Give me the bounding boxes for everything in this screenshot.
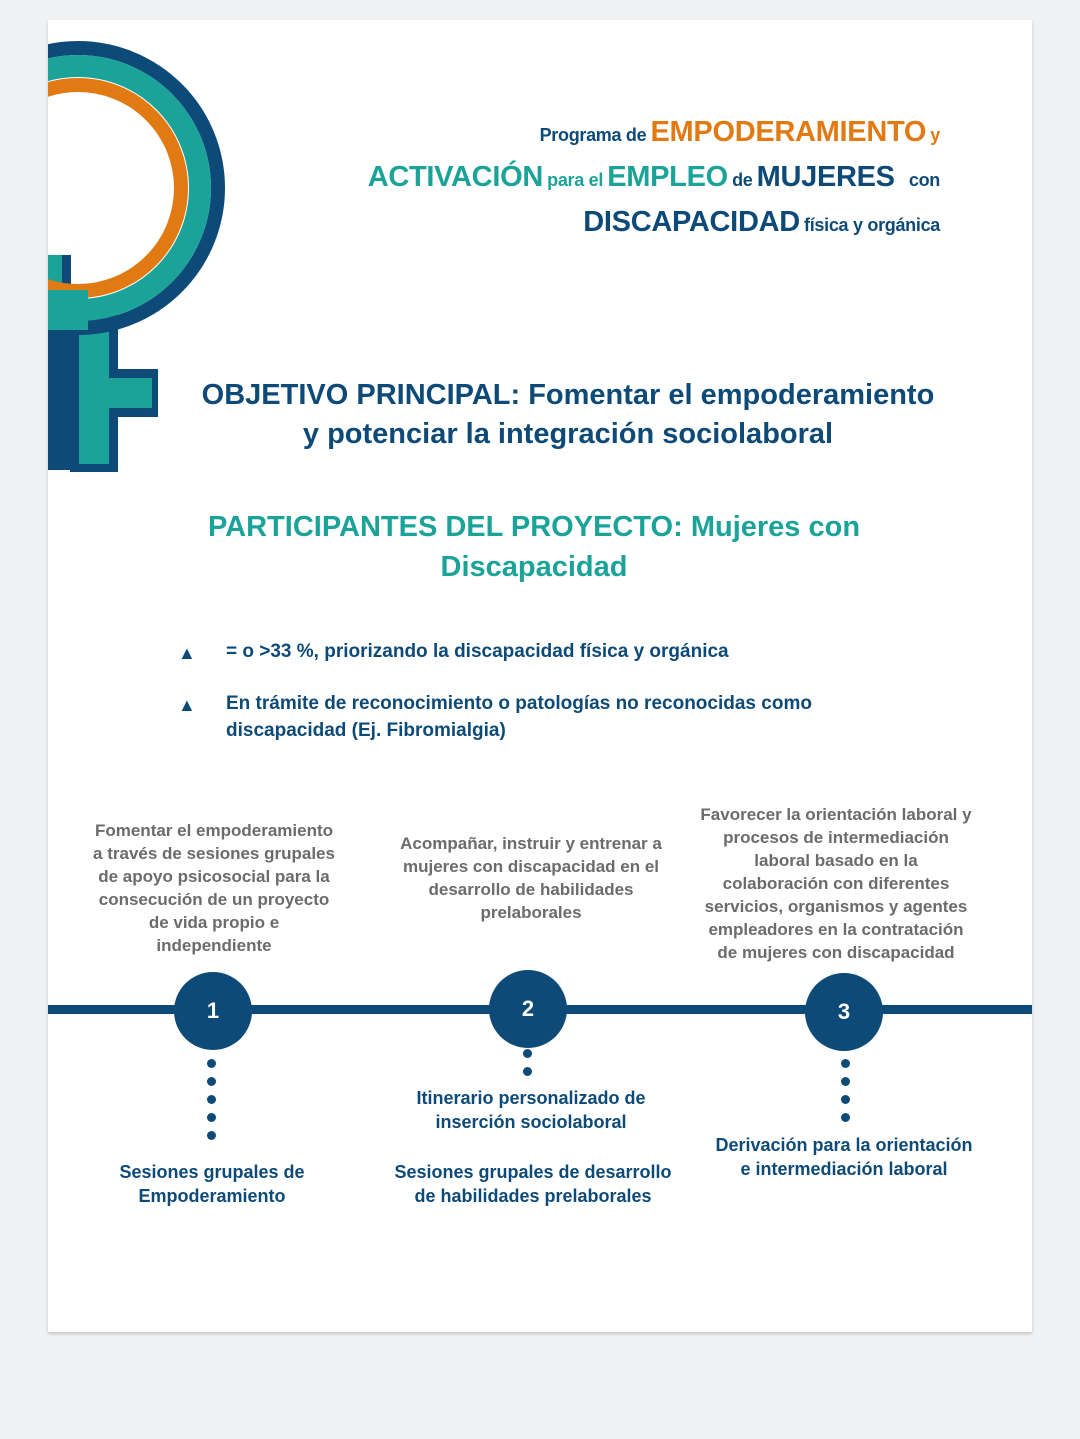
list-item-text: = o >33 %, priorizando la discapacidad física y orgánica <box>226 641 729 662</box>
step-1-marker: 1 <box>174 972 252 1050</box>
timeline-dot <box>207 1059 216 1068</box>
timeline-dot <box>207 1131 216 1140</box>
participants-heading: PARTICIPANTES DEL PROYECTO: Mujeres con Discapacidad <box>207 511 861 583</box>
program-title-line-1 <box>300 112 940 157</box>
step-3-description: Favorecer la orientación laboral y procesos de intermediación laboral basado en la colaboración con diferentes servicios, organismos y agentes empleadores en la contratación de mujeres con discapacidad <box>700 805 972 962</box>
triangle-up-icon: ▲ <box>178 643 196 663</box>
timeline-dot <box>207 1113 216 1122</box>
timeline-dot <box>841 1059 850 1068</box>
step-2-description: Acompañar, instruir y entrenar a mujeres con discapacidad en el desarrollo de habilidades prelaborales <box>400 834 662 922</box>
step-3-marker: 3 <box>805 973 883 1051</box>
document-page <box>48 20 1032 1332</box>
title-text: con <box>908 170 940 190</box>
list-item <box>178 690 898 744</box>
timeline-dot <box>841 1113 850 1122</box>
program-title <box>300 112 940 247</box>
title-highlight-empleo: EMPLEO <box>607 161 728 193</box>
title-highlight-empoderamiento: EMPODERAMIENTO <box>650 116 927 148</box>
timeline-dot <box>523 1049 532 1058</box>
list-item <box>178 638 898 665</box>
step-1-activity: Sesiones grupales de Empoderamiento <box>119 1162 305 1206</box>
title-text: física y orgánica <box>804 215 940 235</box>
timeline-dot <box>207 1077 216 1086</box>
timeline-dot <box>523 1067 532 1076</box>
timeline-dot <box>841 1095 850 1104</box>
program-title-line-3 <box>300 202 940 247</box>
title-text: y <box>930 125 940 145</box>
title-text: para el <box>547 170 604 190</box>
title-highlight-activacion: ACTIVACIÓN <box>367 161 543 193</box>
participants-list <box>178 638 898 769</box>
step-2-activity-itinerary: Itinerario personalizado de inserción sociolaboral <box>416 1088 646 1132</box>
main-objective: OBJETIVO PRINCIPAL: Fomentar el empoderamiento y potenciar la integración sociolaboral <box>201 379 935 450</box>
triangle-up-icon: ▲ <box>178 695 196 715</box>
step-2-marker: 2 <box>489 970 567 1048</box>
title-text: Programa de <box>539 125 647 145</box>
title-highlight-mujeres: MUJERES <box>756 161 895 193</box>
title-text: de <box>732 170 753 190</box>
title-highlight-discapacidad: DISCAPACIDAD <box>583 206 800 238</box>
step-3-activity: Derivación para la orientación e intermediación laboral <box>715 1135 973 1179</box>
list-item-text: En trámite de reconocimiento o patologías no reconocidas como discapacidad (Ej. Fibromialgia) <box>226 693 812 741</box>
step-1-description: Fomentar el empoderamiento a través de sesiones grupales de apoyo psicosocial para la consecución de un proyecto de vida propio e independiente <box>93 821 335 955</box>
program-title-line-2 <box>300 157 940 202</box>
timeline-dot <box>207 1095 216 1104</box>
timeline-dot <box>841 1077 850 1086</box>
step-2-activity-sessions: Sesiones grupales de desarrollo de habilidades prelaborales <box>394 1162 672 1206</box>
